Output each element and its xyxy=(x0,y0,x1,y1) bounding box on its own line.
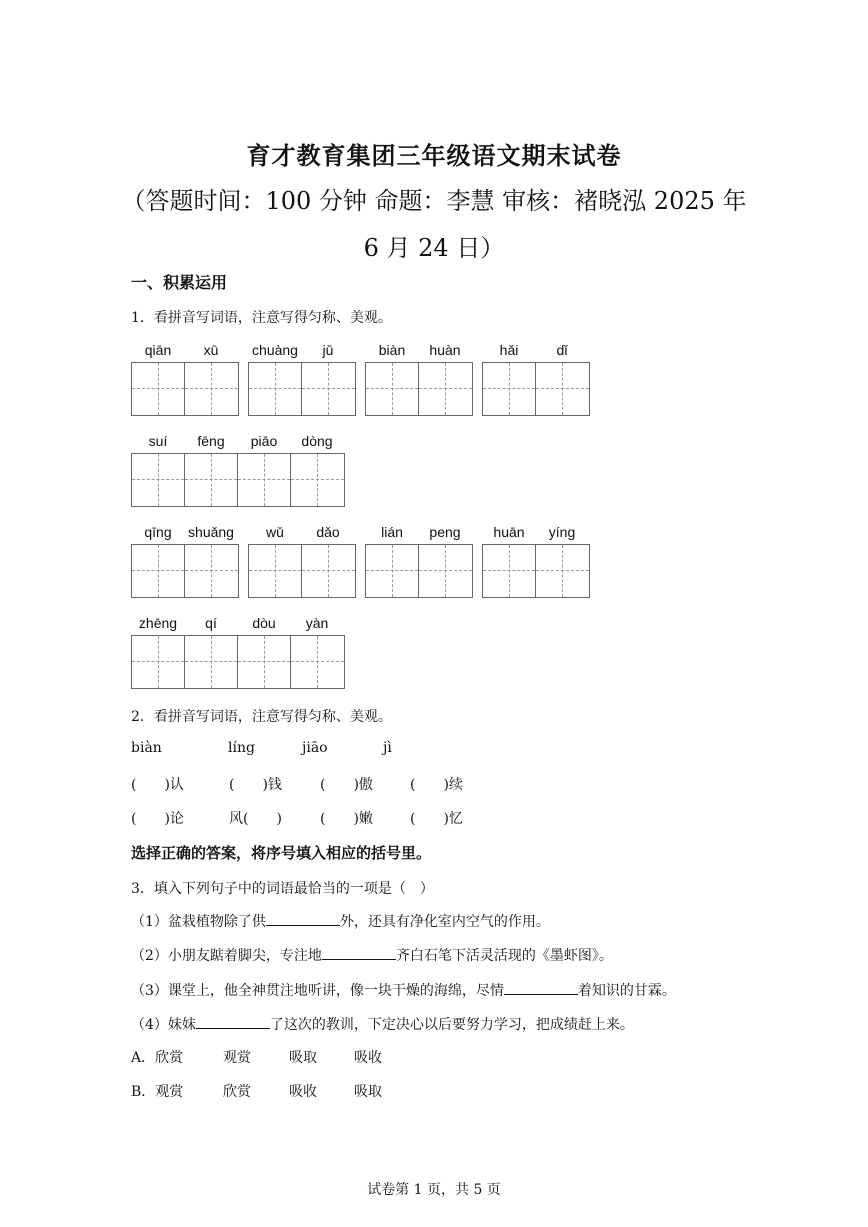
pinyin-syllable: yíng xyxy=(548,524,576,540)
pinyin-syllable: huān xyxy=(493,524,525,540)
character-box[interactable] xyxy=(132,363,185,415)
character-box[interactable] xyxy=(185,363,238,415)
q2-blank[interactable]: ( )钱 xyxy=(229,777,282,793)
character-box[interactable] xyxy=(366,363,419,415)
pinyin-syllable: biàn xyxy=(378,342,406,358)
q3-sentence-1: （1）盆栽植物除了供 外，还具有净化室内空气的作用。 xyxy=(131,911,550,931)
question-1: 1．看拼音写词语，注意写得匀称、美观。 xyxy=(131,310,392,326)
character-box[interactable] xyxy=(185,636,238,688)
pinyin-syllable: zhēng xyxy=(138,615,178,631)
q2-blank[interactable]: ( )论 xyxy=(131,811,184,827)
q2-blank[interactable]: ( )忆 xyxy=(410,811,463,827)
fill-blank[interactable] xyxy=(322,945,396,960)
character-box[interactable] xyxy=(249,545,302,597)
character-box[interactable] xyxy=(132,636,185,688)
pinyin-syllable: huàn xyxy=(429,342,461,358)
pinyin-syllable: chuàng xyxy=(252,342,298,358)
q2-blank[interactable]: 风( ) xyxy=(229,811,282,827)
pinyin-syllable: lián xyxy=(381,524,403,540)
character-box[interactable] xyxy=(302,363,355,415)
writing-grid xyxy=(248,544,356,598)
q3-sentence-3: （3）课堂上，他全神贯注地听讲，像一块干燥的海绵，尽情 着知识的甘霖。 xyxy=(131,980,676,1000)
character-box[interactable] xyxy=(536,363,589,415)
writing-grid xyxy=(365,544,473,598)
question-3: 3．填入下列句子中的词语最恰当的一项是（ ） xyxy=(131,881,434,897)
character-box[interactable] xyxy=(185,545,238,597)
q2-blank[interactable]: ( )傲 xyxy=(320,777,373,793)
pinyin-syllable: hǎi xyxy=(499,342,519,358)
pinyin-syllable: shuǎng xyxy=(188,524,234,540)
option-word: 吸取 xyxy=(354,1084,382,1100)
q2-pinyin: jì xyxy=(383,740,392,756)
q2-blank[interactable]: ( )续 xyxy=(410,777,463,793)
q3-sentence-2: （2）小朋友踮着脚尖，专注地 齐白石笔下活灵活现的《墨虾图》。 xyxy=(131,945,613,965)
character-box[interactable] xyxy=(483,545,536,597)
writing-grid xyxy=(131,362,239,416)
page-footer: 试卷第 1 页，共 5 页 xyxy=(367,1182,501,1198)
pinyin-syllable: qīng xyxy=(144,524,172,540)
option-word: 观赏 xyxy=(223,1050,251,1066)
pinyin-syllable: dǐ xyxy=(556,342,568,358)
pinyin-syllable: qí xyxy=(205,615,217,631)
character-box[interactable] xyxy=(483,363,536,415)
character-box[interactable] xyxy=(302,545,355,597)
fill-blank[interactable] xyxy=(504,980,578,995)
q2-blank[interactable]: ( )认 xyxy=(131,777,184,793)
character-box[interactable] xyxy=(419,545,472,597)
pinyin-syllable: piāo xyxy=(250,433,278,449)
pinyin-syllable: dòng xyxy=(301,433,333,449)
character-box[interactable] xyxy=(132,454,185,506)
section-heading: 一、积累运用 xyxy=(131,273,228,292)
character-box[interactable] xyxy=(419,363,472,415)
writing-grid xyxy=(482,544,590,598)
q3-sentence-4: （4）妹妹 了这次的教训，下定决心以后要努力学习，把成绩赶上来。 xyxy=(131,1014,634,1034)
character-box[interactable] xyxy=(291,636,344,688)
fill-blank[interactable] xyxy=(196,1014,270,1029)
pinyin-syllable: qiān xyxy=(144,342,172,358)
q2-blank[interactable]: ( )嫩 xyxy=(320,811,373,827)
character-box[interactable] xyxy=(185,454,238,506)
option-label: A．欣赏 xyxy=(131,1050,184,1066)
option-word: 欣赏 xyxy=(223,1084,251,1100)
pinyin-syllable: suí xyxy=(148,433,168,449)
pinyin-syllable: dòu xyxy=(252,615,276,631)
question-2: 2．看拼音写词语，注意写得匀称、美观。 xyxy=(131,709,392,725)
writing-grid xyxy=(131,453,345,507)
q2-pinyin: líng xyxy=(228,740,255,756)
writing-grid xyxy=(365,362,473,416)
pinyin-syllable: dǎo xyxy=(316,524,340,540)
character-box[interactable] xyxy=(132,545,185,597)
fill-blank[interactable] xyxy=(266,911,340,926)
option-word: 吸收 xyxy=(354,1050,382,1066)
option-label: B．观赏 xyxy=(131,1084,184,1100)
writing-grid xyxy=(248,362,356,416)
pinyin-syllable: xū xyxy=(203,342,219,358)
pinyin-syllable: jǔ xyxy=(322,342,334,358)
pinyin-syllable: wǔ xyxy=(266,524,284,540)
option-word: 吸取 xyxy=(289,1050,317,1066)
q2-pinyin: jiāo xyxy=(302,740,328,756)
writing-grid xyxy=(131,544,239,598)
pinyin-syllable: yàn xyxy=(305,615,329,631)
choice-instruction: 选择正确的答案，将序号填入相应的括号里。 xyxy=(131,844,432,862)
character-box[interactable] xyxy=(366,545,419,597)
exam-title: 育才教育集团三年级语文期末试卷 xyxy=(246,141,622,170)
character-box[interactable] xyxy=(249,363,302,415)
character-box[interactable] xyxy=(536,545,589,597)
character-box[interactable] xyxy=(238,454,291,506)
exam-subtitle: （答题时间：100 分钟 命题：李慧 审核：褚晓泓 2025 年 6 月 24 日） xyxy=(121,187,747,262)
pinyin-syllable: fēng xyxy=(197,433,225,449)
character-box[interactable] xyxy=(291,454,344,506)
writing-grid xyxy=(482,362,590,416)
character-box[interactable] xyxy=(238,636,291,688)
writing-grid xyxy=(131,635,345,689)
option-word: 吸收 xyxy=(289,1084,317,1100)
pinyin-syllable: peng xyxy=(429,524,461,540)
q2-pinyin: biàn xyxy=(131,740,162,756)
